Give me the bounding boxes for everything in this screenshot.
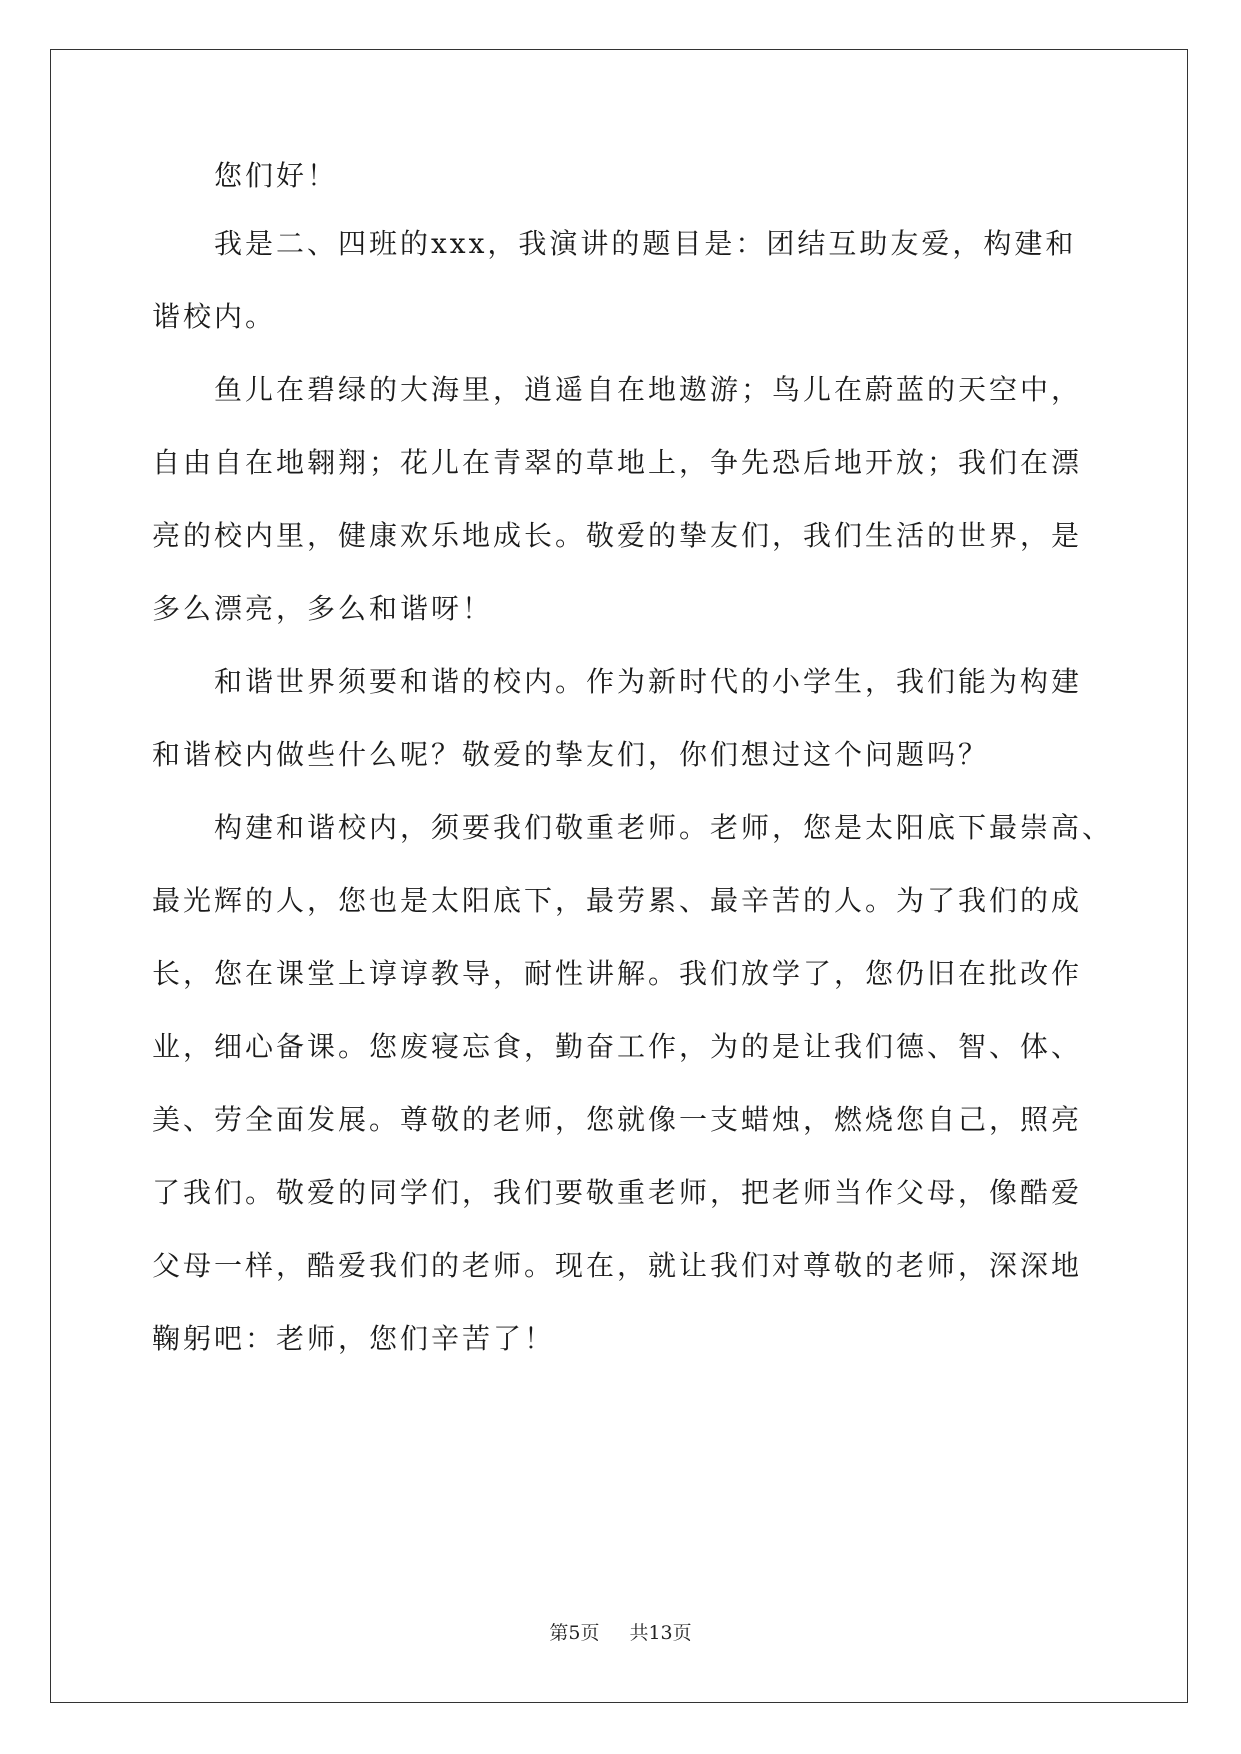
doc-line: 鱼儿在碧绿的大海里，逍遥自在地遨游；鸟儿在蔚蓝的天空中， (152, 373, 1083, 406)
doc-line: 业，细心备课。您废寝忘食，勤奋工作，为的是让我们德、智、体、 (152, 1030, 1083, 1063)
page-footer (0, 1621, 1241, 1645)
page-number: 第5页 (549, 1622, 600, 1644)
doc-line: 自由自在地翱翔；花儿在青翠的草地上，争先恐后地开放；我们在漂 (152, 446, 1083, 479)
doc-line: 构建和谐校内，须要我们敬重老师。老师，您是太阳底下最崇高、 (152, 811, 1114, 844)
doc-line: 谐校内。 (152, 300, 277, 333)
doc-line: 了我们。敬爱的同学们，我们要敬重老师，把老师当作父母，像酷爱 (152, 1176, 1083, 1209)
doc-line: 父母一样，酷爱我们的老师。现在，就让我们对尊敬的老师，深深地 (152, 1249, 1083, 1282)
doc-line: 多么漂亮，多么和谐呀！ (152, 592, 494, 625)
doc-line: 亮的校内里，健康欢乐地成长。敬爱的挚友们，我们生活的世界，是 (152, 519, 1083, 552)
doc-line: 和谐校内做些什么呢？敬爱的挚友们，你们想过这个问题吗？ (152, 738, 990, 771)
doc-line: 长，您在课堂上谆谆教导，耐性讲解。我们放学了，您仍旧在批改作 (152, 957, 1083, 990)
doc-line: 您们好！ (152, 159, 339, 192)
doc-line: 美、劳全面发展。尊敬的老师，您就像一支蜡烛，燃烧您自己，照亮 (152, 1103, 1083, 1136)
doc-line: 和谐世界须要和谐的校内。作为新时代的小学生，我们能为构建 (152, 665, 1083, 698)
doc-line: 最光辉的人，您也是太阳底下，最劳累、最辛苦的人。为了我们的成 (152, 884, 1083, 917)
page-total: 共13页 (629, 1622, 692, 1644)
doc-line: 鞠躬吧：老师，您们辛苦了！ (152, 1322, 556, 1355)
doc-line: 我是二、四班的xxx，我演讲的题目是：团结互助友爱，构建和 (152, 227, 1077, 260)
